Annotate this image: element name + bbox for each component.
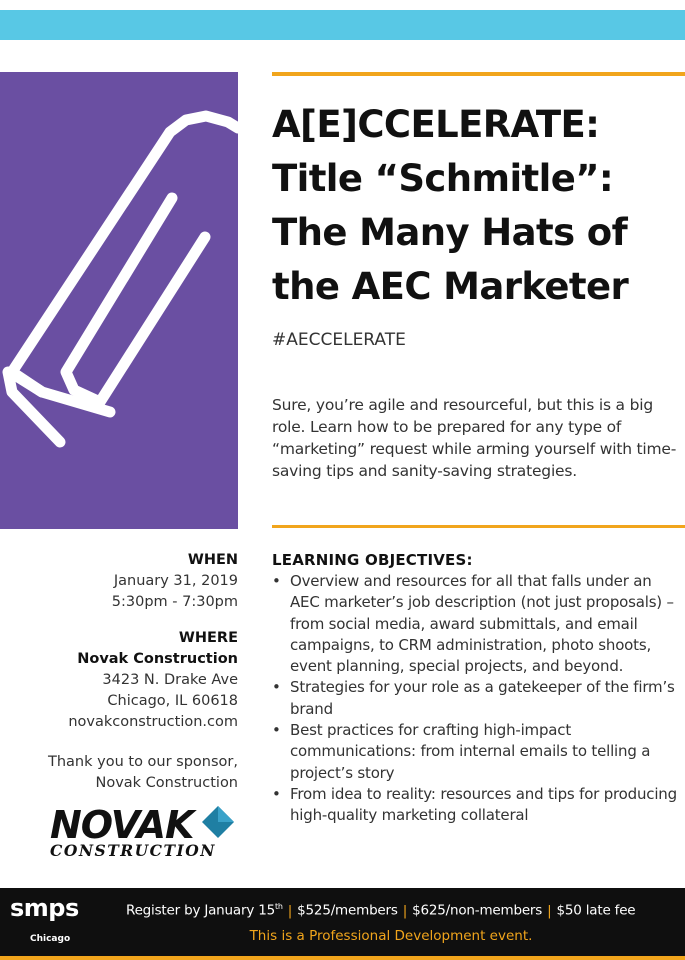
novak-logo-sub: CONSTRUCTION <box>50 841 216 860</box>
section-divider-rule <box>272 525 685 528</box>
register-deadline-suffix: th <box>274 902 283 911</box>
learning-objectives <box>272 550 682 827</box>
list-item: • Overview and resources for all that falls under an AEC marketer’s job description (not just proposals) – from social media, award submittals, and email campaigns, to CRM administration, photo shoots, event planning, special projects, and beyond. <box>272 571 682 677</box>
sponsor-name: Novak Construction <box>95 775 238 791</box>
venue-website-link[interactable]: novakconstruction.com <box>68 714 238 730</box>
novak-construction-logo <box>46 800 238 860</box>
event-date: January 31, 2019 <box>113 573 238 589</box>
footer-accent-rule <box>0 956 685 960</box>
when-heading: WHEN <box>187 552 238 568</box>
title-top-rule <box>272 72 685 76</box>
title-line: The Many Hats of <box>272 211 628 254</box>
top-color-bar <box>0 10 685 40</box>
title-line: A[E]CCELERATE: <box>272 103 600 146</box>
list-item: • Strategies for your role as a gatekeeper of the firm’s brand <box>272 677 682 720</box>
when-section <box>20 550 238 613</box>
hero-panel <box>0 72 238 529</box>
event-time: 5:30pm - 7:30pm <box>111 594 238 610</box>
member-price: $525/members <box>297 902 398 919</box>
title-line: the AEC Marketer <box>272 265 629 308</box>
list-item: • From idea to reality: resources and tips for producing high-quality marketing collateral <box>272 784 682 827</box>
list-item: • Best practices for crafting high-impact communications: from internal emails to telling a project’s story <box>272 720 682 784</box>
where-heading: WHERE <box>178 630 238 646</box>
paperclip-icon <box>0 72 238 529</box>
sponsor-thanks: Thank you to our sponsor, <box>48 754 238 770</box>
event-intro: Sure, you’re agile and resourceful, but this is a big role. Learn how to be prepared for any type of “marketing” request while arming yourself with time-saving tips and sanity-saving strategies. <box>272 396 677 480</box>
event-hashtag: #AECCELERATE <box>272 330 406 350</box>
title-line: Title “Schmitle”: <box>272 157 614 200</box>
sponsor-section <box>20 752 238 794</box>
smps-logo: smps <box>10 894 79 922</box>
venue-street: 3423 N. Drake Ave <box>102 672 238 688</box>
register-deadline: Register by January 15 <box>126 902 275 919</box>
late-fee: $50 late fee <box>556 902 636 919</box>
event-title <box>272 98 682 314</box>
registration-info: Register by January 15th | $525/members | $625/non-members | $50 late fee <box>126 902 636 919</box>
footer-bar <box>0 888 685 956</box>
objectives-list <box>272 571 682 827</box>
objectives-heading: LEARNING OBJECTIVES: <box>272 551 473 569</box>
novak-logo-word: NOVAK <box>50 803 194 847</box>
venue-name: Novak Construction <box>77 651 238 667</box>
nonmember-price: $625/non-members <box>412 902 543 919</box>
venue-city: Chicago, IL 60618 <box>107 693 238 709</box>
event-type-note: This is a Professional Development event. <box>249 928 533 944</box>
where-section <box>20 628 238 733</box>
smps-chapter: Chicago <box>30 934 71 944</box>
